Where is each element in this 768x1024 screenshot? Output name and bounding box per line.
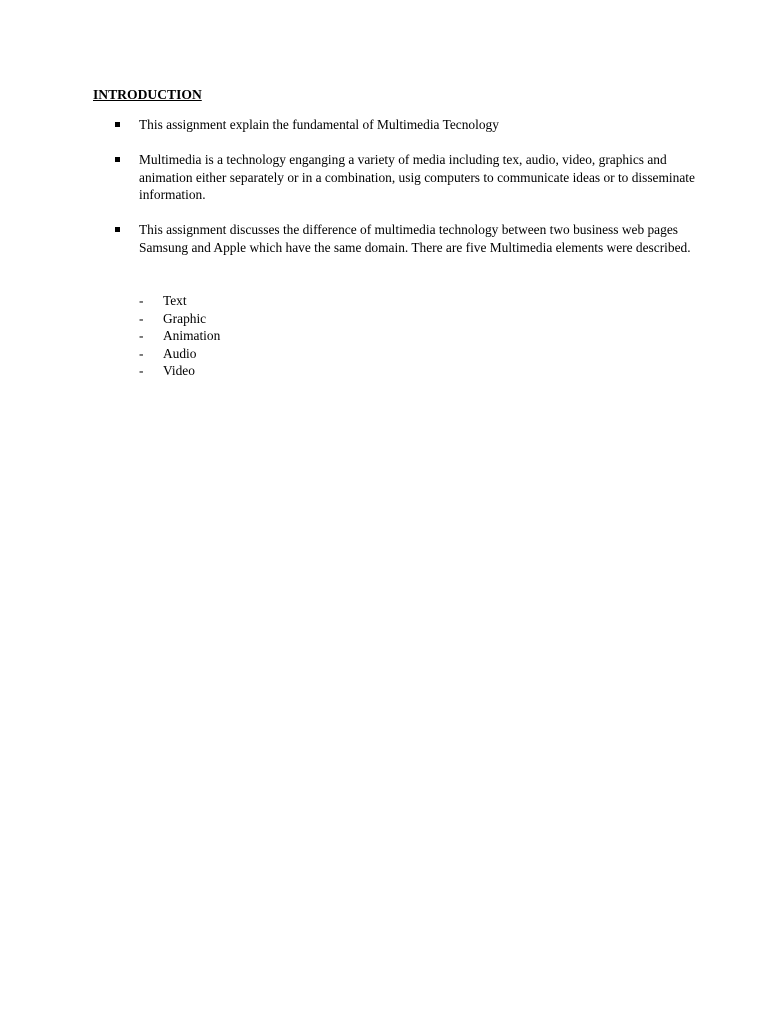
list-item-label: Audio — [163, 345, 197, 361]
list-item-label: Animation — [163, 328, 221, 344]
list-item — [139, 327, 439, 345]
list-item — [139, 362, 439, 380]
list-item — [139, 310, 439, 328]
square-bullet-icon — [115, 227, 120, 232]
dash-marker: - — [139, 345, 144, 361]
list-item-label: Video — [163, 363, 195, 379]
section-heading: INTRODUCTION — [93, 87, 202, 102]
bullet-text: Multimedia is a technology enganging a variety of media including tex, audio, video, graphics and animation either separately or in a combination, usig computers to communicate ideas or to disseminate information. — [139, 152, 695, 202]
dash-marker: - — [139, 293, 144, 308]
square-bullet-icon — [115, 157, 120, 162]
list-item-label: Graphic — [163, 310, 207, 326]
dash-marker: - — [139, 328, 144, 344]
list-item-label: Text — [163, 293, 187, 308]
bullet-text: This assignment explain the fundamental of Multimedia Tecnology — [139, 117, 499, 132]
multimedia-elements-list — [139, 292, 439, 380]
list-item — [139, 345, 439, 363]
dash-marker: - — [139, 363, 144, 379]
square-bullet-icon — [115, 122, 120, 127]
list-item — [139, 292, 439, 310]
dash-marker: - — [139, 310, 144, 326]
bullet-text: This assignment discusses the difference of multimedia technology between two business web pages Samsung and Apple which have the same domain. There are five Multimedia elements were described. — [139, 222, 691, 255]
